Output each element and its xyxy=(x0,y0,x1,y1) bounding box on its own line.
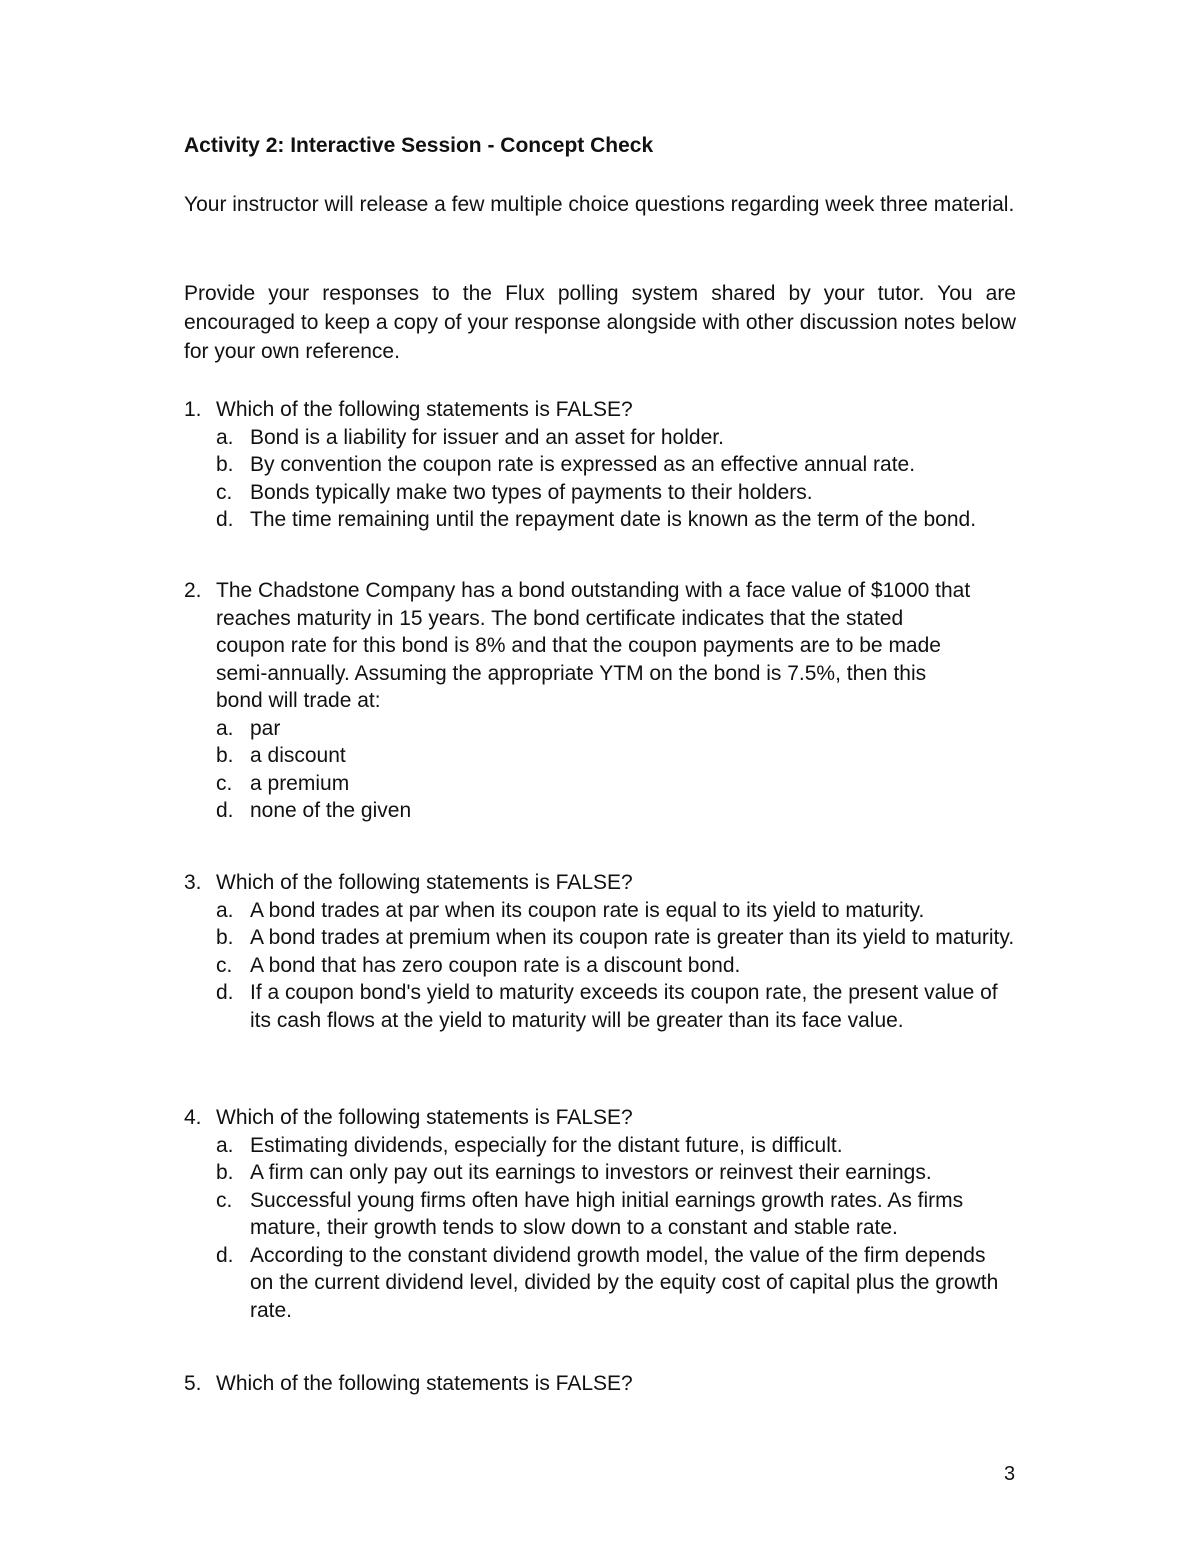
option-letter: d. xyxy=(216,799,234,822)
option-text: A bond trades at par when its coupon rate is equal to its yield to maturity. xyxy=(250,898,925,922)
option-letter: a. xyxy=(216,425,234,449)
option-text: none of the given xyxy=(250,799,412,822)
question-text: Which of the following statements is FALSE? xyxy=(216,398,633,421)
option-item xyxy=(216,897,1024,925)
question-3 xyxy=(184,869,1024,1034)
option-text: A bond that has zero coupon rate is a discount bond. xyxy=(250,953,741,977)
question-text: The Chadstone Company has a bond outstanding with a face value of $1000 that reaches maturity in 15 years. The bond certificate indicates that the stated coupon rate for this bond is 8% and that the coupon payments are to be made semi-annually. Assuming the appropriate YTM on the bond is 7.5%, then this bond will trade at: xyxy=(216,579,971,712)
question-2 xyxy=(184,577,1024,825)
option-item xyxy=(216,1159,1024,1187)
option-text: Estimating dividends, especially for the distant future, is difficult. xyxy=(250,1133,843,1157)
option-item xyxy=(216,451,1024,479)
option-text: Successful young firms often have high initial earnings growth rates. As firms mature, their growth tends to slow down to a constant and stable rate. xyxy=(250,1188,964,1239)
option-letter: c. xyxy=(216,480,233,504)
question-text: Which of the following statements is FALSE? xyxy=(216,1106,633,1129)
option-item xyxy=(216,1242,1024,1325)
option-item xyxy=(216,979,1024,1034)
question-number: 1. xyxy=(184,398,202,421)
option-text: a discount xyxy=(250,744,346,767)
option-text: According to the constant dividend growth model, the value of the firm depends on the current dividend level, divided by the equity cost of capital plus the growth rate. xyxy=(250,1243,999,1322)
option-list xyxy=(184,1132,1024,1325)
option-letter: c. xyxy=(216,1188,233,1212)
option-letter: b. xyxy=(216,744,234,767)
question-4 xyxy=(184,1104,1024,1324)
option-item xyxy=(216,715,1024,743)
option-text: a premium xyxy=(250,771,350,795)
option-item xyxy=(216,506,1024,534)
option-text: The time remaining until the repayment date is known as the term of the bond. xyxy=(250,508,977,531)
question-number: 5. xyxy=(184,1372,202,1395)
option-item xyxy=(216,424,1024,452)
option-letter: a. xyxy=(216,898,234,922)
page-number: 3 xyxy=(1004,1463,1016,1485)
option-letter: d. xyxy=(216,1243,234,1267)
option-item xyxy=(216,1187,1024,1242)
option-text: A bond trades at premium when its coupon rate is greater than its yield to maturity. xyxy=(250,926,1015,949)
option-text: Bond is a liability for issuer and an asset for holder. xyxy=(250,425,724,449)
question-number: 3. xyxy=(184,871,202,894)
option-letter: d. xyxy=(216,508,234,531)
option-item xyxy=(216,952,1024,980)
option-text: A firm can only pay out its earnings to investors or reinvest their earnings. xyxy=(250,1161,932,1184)
page-title: Activity 2: Interactive Session - Concept Check xyxy=(184,134,654,157)
option-item xyxy=(216,479,1024,507)
option-letter: c. xyxy=(216,771,233,795)
option-item xyxy=(216,770,1024,798)
option-letter: a. xyxy=(216,1133,234,1157)
question-number: 2. xyxy=(184,579,202,602)
option-item xyxy=(216,1132,1024,1160)
option-item xyxy=(216,797,1024,825)
question-text: Which of the following statements is FALSE? xyxy=(216,1372,633,1395)
option-item xyxy=(216,742,1024,770)
option-text: par xyxy=(250,716,281,740)
option-letter: d. xyxy=(216,981,234,1004)
question-1 xyxy=(184,396,1024,534)
option-text: Bonds typically make two types of payments to their holders. xyxy=(250,480,813,504)
question-text: Which of the following statements is FALSE? xyxy=(216,871,633,894)
option-list xyxy=(184,715,1024,825)
option-list xyxy=(184,897,1024,1035)
option-text: By convention the coupon rate is expressed as an effective annual rate. xyxy=(250,453,916,476)
instructions-paragraph: Provide your responses to the Flux polling system shared by your tutor. You are encouraged to keep a copy of your response alongside with other discussion notes below for your own reference. xyxy=(184,282,1016,363)
intro-paragraph: Your instructor will release a few multiple choice questions regarding week three material. xyxy=(184,193,1015,216)
option-letter: a. xyxy=(216,716,234,740)
option-letter: b. xyxy=(216,1161,234,1184)
option-list xyxy=(184,424,1024,534)
option-letter: b. xyxy=(216,453,234,476)
option-letter: c. xyxy=(216,953,233,977)
option-text: If a coupon bond's yield to maturity exceeds its coupon rate, the present value of its cash flows at the yield to maturity will be greater than its face value. xyxy=(250,981,998,1032)
option-item xyxy=(216,924,1024,952)
option-letter: b. xyxy=(216,926,234,949)
question-5 xyxy=(184,1370,1024,1398)
question-number: 4. xyxy=(184,1106,202,1129)
